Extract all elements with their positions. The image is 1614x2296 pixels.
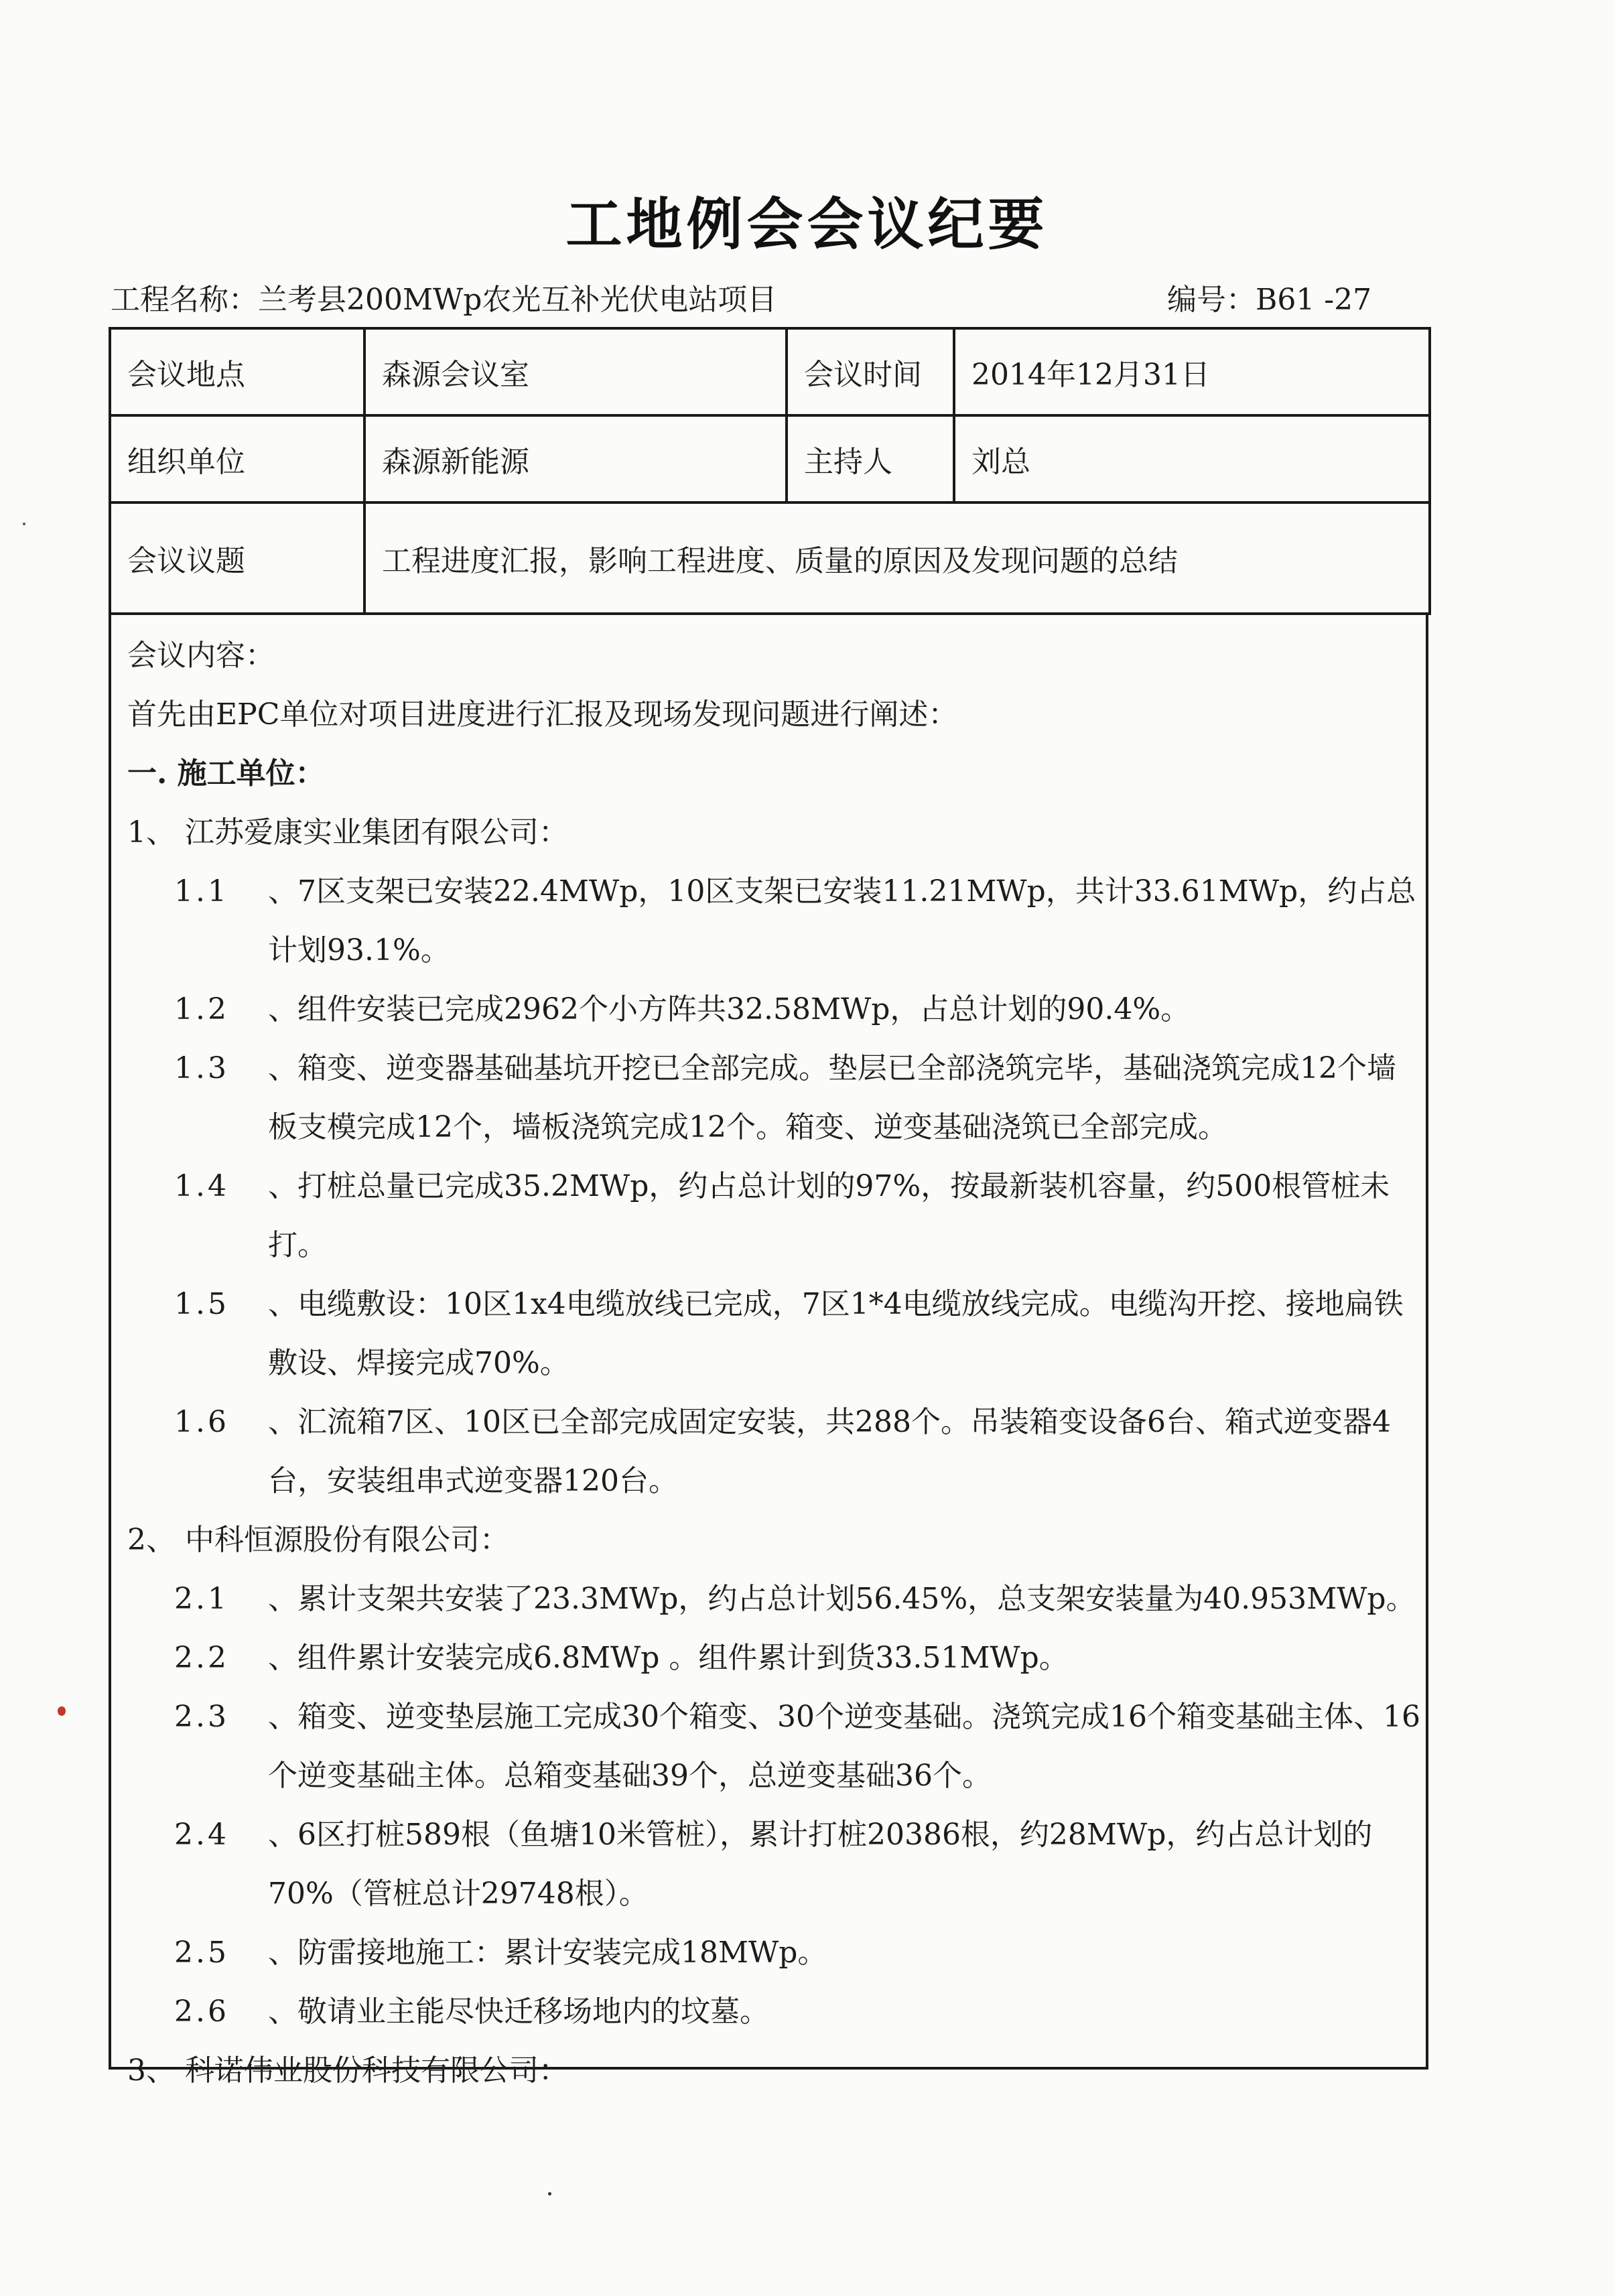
red-mark <box>58 1706 66 1716</box>
item-number: 2.5 <box>174 1936 229 1970</box>
item-text: 、组件安装已完成2962个小方阵共32.58MWp，占总计划的90.4%。 <box>268 992 1191 1026</box>
table-row <box>110 415 1430 502</box>
list-item <box>174 1039 1427 1157</box>
list-item <box>174 1629 1427 1688</box>
list-item <box>174 1275 1427 1393</box>
host-label: 主持人 <box>787 415 954 502</box>
company-items <box>127 1570 1427 2041</box>
speck-mark <box>548 2192 551 2196</box>
meeting-place-label: 会议地点 <box>110 328 364 415</box>
item-text: 、电缆敷设：10区1x4电缆放线已完成，7区1*4电缆放线完成。电缆沟开挖、接地扁铁敷设、焊接完成70%。 <box>268 1287 1404 1380</box>
meeting-time-value: 2014年12月31日 <box>954 328 1430 415</box>
company-name: 3、 科诺伟业股份科技有限公司： <box>127 2053 568 2088</box>
item-text: 、敬请业主能尽快迁移场地内的坟墓。 <box>268 1995 769 2029</box>
company-name: 1、 江苏爱康实业集团有限公司： <box>127 815 568 850</box>
list-item <box>174 862 1427 980</box>
topic-label: 会议议题 <box>110 502 364 614</box>
list-item <box>174 1923 1427 1982</box>
item-text: 、打桩总量已完成35.2MWp，约占总计划的97%，按最新装机容量，约500根管桩未打。 <box>268 1169 1390 1262</box>
item-number: 1.4 <box>174 1169 229 1203</box>
item-text: 、箱变、逆变垫层施工完成30个箱变、30个逆变基础。浇筑完成16个箱变基础主体、16个逆变基础主体。总箱变基础39个，总逆变基础36个。 <box>268 1700 1420 1793</box>
item-number: 2.4 <box>174 1818 229 1852</box>
item-number: 1.5 <box>174 1287 229 1321</box>
topic-value: 工程进度汇报，影响工程进度、质量的原因及发现问题的总结 <box>364 502 1430 614</box>
document-code: 编号：B61 -27 <box>1167 283 1372 317</box>
meeting-info-table <box>109 327 1431 615</box>
organizer-label: 组织单位 <box>110 415 364 502</box>
speck-mark <box>23 523 25 525</box>
item-number: 2.1 <box>174 1582 229 1616</box>
list-item <box>174 1688 1427 1806</box>
item-text: 、防雷接地施工：累计安装完成18MWp。 <box>268 1936 827 1970</box>
item-text: 、7区支架已安装22.4MWp，10区支架已安装11.21MWp，共计33.61MWp，约占总计划93.1%。 <box>268 874 1416 967</box>
item-number: 1.2 <box>174 992 229 1026</box>
meeting-time-label: 会议时间 <box>787 328 954 415</box>
company-items <box>127 862 1427 1511</box>
item-number: 2.2 <box>174 1641 229 1675</box>
meeting-place-value: 森源会议室 <box>364 328 787 415</box>
project-name: 工程名称：兰考县200MWp农光互补光伏电站项目 <box>111 283 777 317</box>
list-item <box>174 1157 1427 1275</box>
document-title: 工地例会会议纪要 <box>565 192 1049 257</box>
content-intro: 首先由EPC单位对项目进度进行汇报及现场发现问题进行阐述： <box>127 697 958 732</box>
company-name: 2、 中科恒源股份有限公司： <box>127 1523 509 1557</box>
content-heading: 会议内容： <box>127 638 275 673</box>
list-item <box>174 1570 1427 1629</box>
table-row <box>110 502 1430 614</box>
item-number: 2.3 <box>174 1700 229 1734</box>
item-text: 、箱变、逆变器基础基坑开挖已全部完成。垫层已全部浇筑完毕，基础浇筑完成12个墙板支模完成12个，墙板浇筑完成12个。箱变、逆变基础浇筑已全部完成。 <box>268 1051 1396 1144</box>
table-row <box>110 328 1430 415</box>
list-item <box>174 980 1427 1039</box>
organizer-value: 森源新能源 <box>364 415 787 502</box>
item-text: 、6区打桩589根（鱼塘10米管桩），累计打桩20386根，约28MWp，约占总计划的70%（管桩总计29748根）。 <box>268 1818 1373 1911</box>
list-item <box>174 1393 1427 1511</box>
item-number: 1.1 <box>174 874 229 908</box>
item-number: 1.6 <box>174 1405 229 1439</box>
item-text: 、组件累计安装完成6.8MWp 。组件累计到货33.51MWp。 <box>268 1641 1069 1675</box>
list-item <box>174 1982 1427 2041</box>
item-number: 2.6 <box>174 1995 229 2029</box>
list-item <box>174 1806 1427 1923</box>
item-text: 、累计支架共安装了23.3MWp，约占总计划56.45%，总支架安装量为40.953MWp。 <box>268 1582 1416 1616</box>
section-heading: 一. 施工单位： <box>127 756 325 791</box>
item-text: 、汇流箱7区、10区已全部完成固定安装，共288个。吊装箱变设备6台、箱式逆变器4台，安装组串式逆变器120台。 <box>268 1405 1391 1498</box>
host-value: 刘总 <box>954 415 1430 502</box>
item-number: 1.3 <box>174 1051 229 1085</box>
meeting-content <box>127 626 1427 2100</box>
